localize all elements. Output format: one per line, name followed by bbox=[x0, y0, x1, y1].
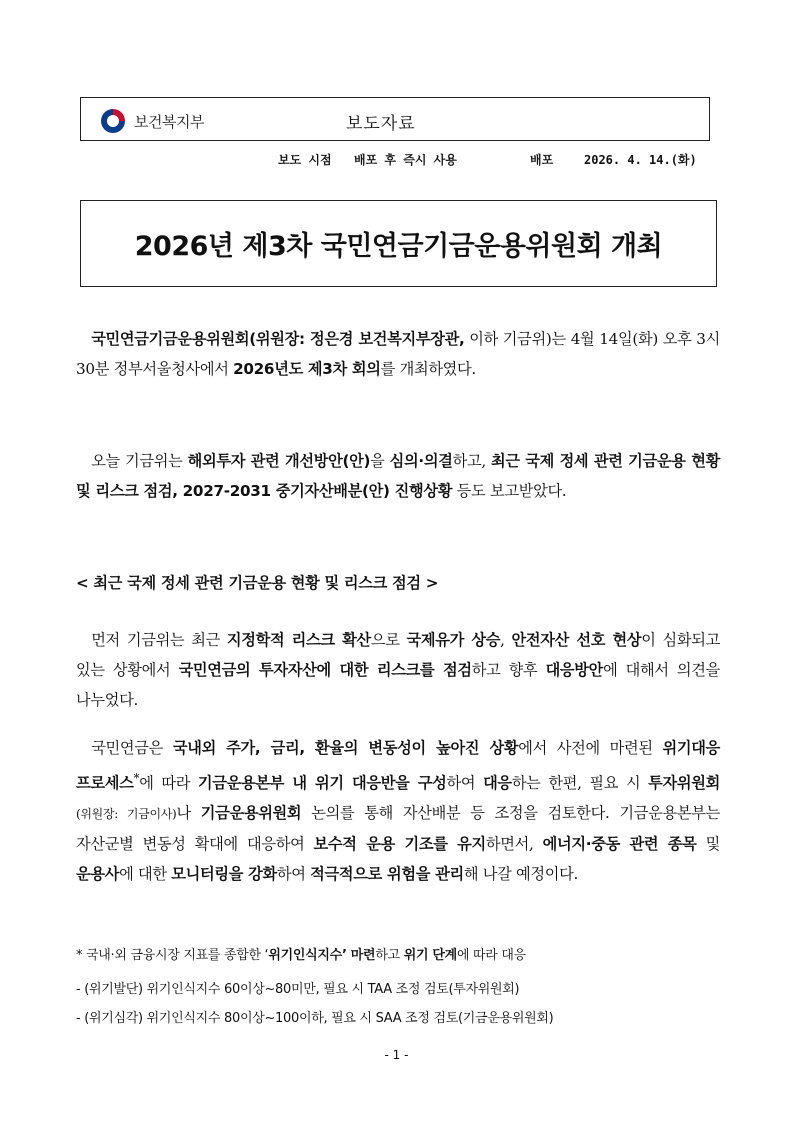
text: * 국내·외 금융시장 지표를 종합한 ‘ bbox=[76, 948, 269, 963]
text-bold: 기금운용위원회 bbox=[200, 804, 302, 823]
title-box bbox=[80, 200, 717, 287]
text-bold: 국내외 주가, 금리, 환율의 변동성이 높아진 상황 bbox=[172, 739, 519, 757]
text: 이하 기금위)는 4월 14일(화) 오후 3시 30분 정부서울청사에서 bbox=[76, 330, 720, 378]
taegeuk-logo-icon bbox=[98, 107, 128, 135]
text-bold: 위기인식지수’ 마련 bbox=[268, 948, 376, 963]
doc-type: 보도자료 bbox=[346, 114, 416, 134]
text: 국민연금은 bbox=[91, 739, 173, 757]
distribution-label: 배포 bbox=[530, 153, 554, 167]
ministry-name: 보건복지부 bbox=[134, 113, 204, 131]
text-bold: 적극적으로 위험을 관리 bbox=[310, 865, 464, 884]
text-bold: 기금운용본부 내 위기 대응반을 구성 bbox=[197, 774, 447, 793]
text-bold: 에너지·중동 관련 종목 bbox=[542, 835, 697, 854]
text-bold: 최근 국제 정세 관련 기금운용 현황 및 리스크 점검, 2027-2031 중기자산배분(안) 진행상황 bbox=[76, 452, 720, 500]
footnote-line-2: - (위기발단) 위기인식지수 60이상~80미만, 필요 시 TAA 조정 검토(투자위원회) bbox=[76, 982, 520, 997]
paragraph-response bbox=[76, 733, 720, 889]
text: 및 bbox=[696, 835, 721, 854]
text: 하고 bbox=[375, 948, 404, 963]
text: 으로 bbox=[370, 631, 407, 649]
ministry-logo bbox=[98, 107, 258, 135]
page-number: - 1 - bbox=[384, 1048, 409, 1062]
header-box bbox=[80, 97, 710, 141]
text-bold: 국민연금기금운용위원회(위원장: 정은경 보건복지부장관, bbox=[91, 330, 465, 348]
footnote-line-1 bbox=[76, 944, 726, 963]
text: 해 나갈 예정이다. bbox=[463, 865, 579, 884]
text: 에 대해서 의견을 나누었다. bbox=[76, 661, 720, 709]
text: 하여 bbox=[276, 865, 311, 884]
text: , bbox=[500, 631, 512, 649]
paragraph-agenda bbox=[76, 446, 720, 506]
text: 하는 한편, 필요 시 bbox=[511, 774, 649, 793]
footnote-marker: * bbox=[133, 771, 140, 785]
text-bold: 위기 단계 bbox=[403, 948, 457, 963]
paragraph-risk bbox=[76, 625, 720, 715]
text: 하여 bbox=[446, 774, 484, 793]
text: 에 대한 bbox=[119, 865, 172, 884]
text: 이 심화되고 있는 상황에서 bbox=[76, 631, 720, 679]
text-bold: 안전자산 선호 현상 bbox=[511, 631, 642, 649]
text-bold: 투자위원회 bbox=[648, 774, 720, 793]
text-bold: 대응 bbox=[483, 774, 512, 793]
text-bold: 대응방안 bbox=[545, 661, 604, 679]
text: 을 bbox=[370, 452, 390, 470]
text-bold: 2026년도 제3차 회의 bbox=[233, 360, 381, 378]
text-bold: 지정학적 리스크 확산 bbox=[226, 631, 371, 649]
text: 하고, bbox=[452, 452, 491, 470]
text-bold: 위기대응 프로세스 bbox=[76, 739, 721, 793]
text-bold: 모니터링을 강화 bbox=[171, 865, 277, 884]
text: 하면서, bbox=[485, 835, 543, 854]
text-bold: 해외투자 관련 개선방안(안) bbox=[187, 452, 371, 470]
text-bold: 국제유가 상승 bbox=[406, 631, 501, 649]
paragraph-intro bbox=[76, 324, 720, 384]
text: 에 따라 대응 bbox=[456, 948, 526, 963]
text: 등도 보고받았다. bbox=[452, 482, 567, 500]
distribution-date: 2026. 4. 14.(화) bbox=[584, 153, 697, 167]
footnote-line-3: - (위기심각) 위기인식지수 80이상~100이하, 필요 시 SAA 조정 검토(기금운용위원회) bbox=[76, 1011, 554, 1026]
release-value: 배포 후 즉시 사용 bbox=[354, 153, 457, 167]
text-bold: 운용사 bbox=[76, 865, 120, 884]
text: 에서 사전에 마련된 bbox=[518, 739, 663, 757]
text-bold: 심의·의결 bbox=[389, 452, 453, 470]
page-title: 2026년 제3차 국민연금기금운용위원회 개최 bbox=[134, 231, 663, 262]
text-bold: 국민연금의 투자자산에 대한 리스크를 점검 bbox=[178, 661, 472, 679]
text-bold: 보수적 운용 기조를 유지 bbox=[313, 835, 486, 854]
text: 오늘 기금위는 bbox=[91, 452, 188, 470]
text: 하고 향후 bbox=[471, 661, 546, 679]
text: 나 bbox=[176, 804, 201, 823]
section-heading: < 최근 국제 정세 관련 기금운용 현황 및 리스크 점검 > bbox=[76, 574, 439, 592]
text-small: (위원장: 기금이사) bbox=[76, 807, 177, 822]
text: 먼저 기금위는 최근 bbox=[91, 631, 227, 649]
release-label: 보도 시점 bbox=[278, 153, 332, 167]
text: 논의를 통해 자산배분 등 조정을 검토한다. 기금운용본부는 자산군별 변동성 확대에 대응하여 bbox=[76, 804, 720, 854]
text: 를 개최하였다. bbox=[380, 360, 476, 378]
text: 에 따라 bbox=[139, 774, 198, 793]
